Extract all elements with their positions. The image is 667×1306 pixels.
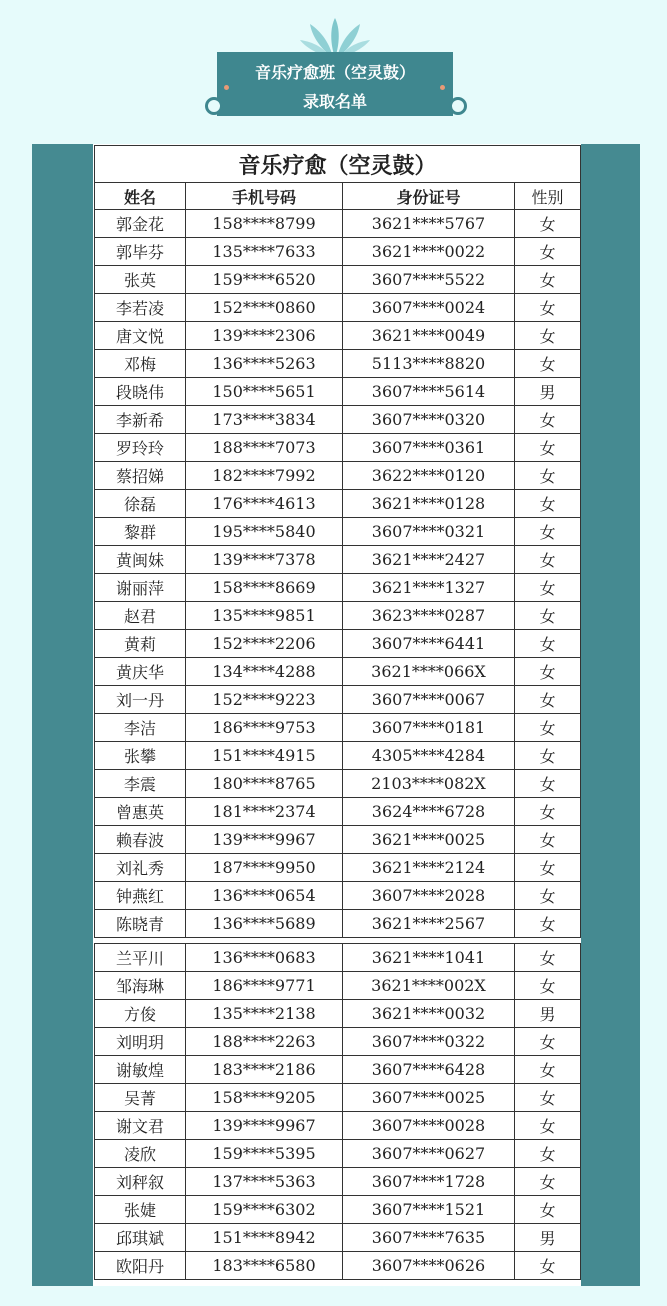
table-row: [95, 350, 581, 378]
cell-id: 3621****0025: [343, 826, 515, 854]
cell-name: 黎群: [95, 518, 186, 546]
cell-id: 3607****0067: [343, 686, 515, 714]
cell-phone: 139****9967: [186, 1112, 343, 1140]
cell-id: 3621****2567: [343, 910, 515, 938]
cell-sex: 女: [515, 1084, 581, 1112]
table-row: [95, 910, 581, 938]
cell-sex: 女: [515, 1056, 581, 1084]
cell-id: 3607****0181: [343, 714, 515, 742]
table-row: [95, 1028, 581, 1056]
cell-sex: 女: [515, 1028, 581, 1056]
cell-phone: 188****2263: [186, 1028, 343, 1056]
table-row: [95, 1056, 581, 1084]
table-row: [95, 630, 581, 658]
cell-id: 3621****5767: [343, 210, 515, 238]
cell-phone: 176****4613: [186, 490, 343, 518]
cell-sex: 女: [515, 350, 581, 378]
table-row: [95, 1112, 581, 1140]
table-row: [95, 972, 581, 1000]
cell-id: 3621****2427: [343, 546, 515, 574]
cell-id: 3607****0028: [343, 1112, 515, 1140]
table-row: [95, 602, 581, 630]
cell-phone: 195****5840: [186, 518, 343, 546]
table-row: [95, 1140, 581, 1168]
cell-sex: 女: [515, 742, 581, 770]
cell-sex: 女: [515, 406, 581, 434]
table-row: [95, 518, 581, 546]
cell-name: 谢敏煌: [95, 1056, 186, 1084]
table-row: [95, 322, 581, 350]
cell-phone: 136****0654: [186, 882, 343, 910]
ring-left-icon: [205, 97, 223, 115]
cell-name: 谢丽萍: [95, 574, 186, 602]
cell-id: 3607****7635: [343, 1224, 515, 1252]
cell-name: 李若凌: [95, 294, 186, 322]
cell-sex: 女: [515, 434, 581, 462]
cell-phone: 139****9967: [186, 826, 343, 854]
table-row: [95, 882, 581, 910]
dot-left-icon: [224, 85, 229, 90]
table-row: [95, 1196, 581, 1224]
cell-id: 3607****6428: [343, 1056, 515, 1084]
cell-id: 5113****8820: [343, 350, 515, 378]
table-row: [95, 1000, 581, 1028]
cell-phone: 136****5263: [186, 350, 343, 378]
cell-name: 欧阳丹: [95, 1252, 186, 1280]
cell-sex: 女: [515, 546, 581, 574]
cell-phone: 158****9205: [186, 1084, 343, 1112]
cell-name: 郭金花: [95, 210, 186, 238]
cell-id: 3607****0320: [343, 406, 515, 434]
cell-name: 李震: [95, 770, 186, 798]
table-row: [95, 574, 581, 602]
cell-name: 凌欣: [95, 1140, 186, 1168]
cell-sex: 女: [515, 1140, 581, 1168]
cell-sex: 女: [515, 944, 581, 972]
cell-name: 兰平川: [95, 944, 186, 972]
cell-sex: 女: [515, 910, 581, 938]
cell-sex: 女: [515, 1168, 581, 1196]
table-row: [95, 490, 581, 518]
cell-phone: 158****8669: [186, 574, 343, 602]
cell-id: 3621****1041: [343, 944, 515, 972]
cell-name: 张攀: [95, 742, 186, 770]
header-sex: 性别: [515, 183, 581, 210]
cell-sex: 女: [515, 322, 581, 350]
cell-name: 刘一丹: [95, 686, 186, 714]
cell-sex: 女: [515, 490, 581, 518]
table-row: [95, 798, 581, 826]
cell-id: 3607****1728: [343, 1168, 515, 1196]
table-row: [95, 406, 581, 434]
cell-sex: 女: [515, 1196, 581, 1224]
dot-right-icon: [440, 85, 445, 90]
cell-phone: 183****2186: [186, 1056, 343, 1084]
cell-name: 刘秤叙: [95, 1168, 186, 1196]
table-row: [95, 546, 581, 574]
cell-id: 3624****6728: [343, 798, 515, 826]
cell-phone: 152****0860: [186, 294, 343, 322]
cell-sex: 女: [515, 854, 581, 882]
cell-name: 钟燕红: [95, 882, 186, 910]
cell-phone: 181****2374: [186, 798, 343, 826]
cell-id: 3607****0627: [343, 1140, 515, 1168]
cell-sex: 女: [515, 972, 581, 1000]
cell-id: 3621****0049: [343, 322, 515, 350]
table-row: [95, 294, 581, 322]
table-row: [95, 266, 581, 294]
table-row: [95, 826, 581, 854]
cell-sex: 女: [515, 630, 581, 658]
cell-sex: 女: [515, 1252, 581, 1280]
cell-id: 3607****5522: [343, 266, 515, 294]
cell-sex: 女: [515, 266, 581, 294]
cell-name: 黄莉: [95, 630, 186, 658]
table-row: [95, 686, 581, 714]
table-row: [95, 742, 581, 770]
cell-phone: 135****9851: [186, 602, 343, 630]
cell-phone: 187****9950: [186, 854, 343, 882]
cell-id: 3621****002X: [343, 972, 515, 1000]
cell-phone: 186****9753: [186, 714, 343, 742]
cell-phone: 137****5363: [186, 1168, 343, 1196]
cell-sex: 女: [515, 798, 581, 826]
cell-id: 3607****0024: [343, 294, 515, 322]
cell-id: 3621****0022: [343, 238, 515, 266]
cell-name: 黄闽妹: [95, 546, 186, 574]
table-row: [95, 714, 581, 742]
ring-right-icon: [449, 97, 467, 115]
cell-id: 3621****2124: [343, 854, 515, 882]
table-row: [95, 238, 581, 266]
cell-phone: 183****6580: [186, 1252, 343, 1280]
cell-phone: 186****9771: [186, 972, 343, 1000]
cell-sex: 女: [515, 770, 581, 798]
cell-phone: 188****7073: [186, 434, 343, 462]
cell-name: 李洁: [95, 714, 186, 742]
cell-name: 赖春波: [95, 826, 186, 854]
cell-phone: 159****6302: [186, 1196, 343, 1224]
cell-sex: 男: [515, 1000, 581, 1028]
cell-id: 3607****0626: [343, 1252, 515, 1280]
cell-phone: 152****2206: [186, 630, 343, 658]
cell-name: 方俊: [95, 1000, 186, 1028]
cell-sex: 女: [515, 294, 581, 322]
table-row: [95, 1252, 581, 1280]
cell-phone: 158****8799: [186, 210, 343, 238]
cell-sex: 男: [515, 378, 581, 406]
cell-id: 3622****0120: [343, 462, 515, 490]
cell-name: 谢文君: [95, 1112, 186, 1140]
cell-sex: 女: [515, 1112, 581, 1140]
cell-id: 3607****6441: [343, 630, 515, 658]
cell-phone: 134****4288: [186, 658, 343, 686]
cell-id: 3607****2028: [343, 882, 515, 910]
table-row: [95, 1084, 581, 1112]
cell-sex: 男: [515, 1224, 581, 1252]
cell-id: 3607****5614: [343, 378, 515, 406]
cell-sex: 女: [515, 658, 581, 686]
cell-sex: 女: [515, 714, 581, 742]
cell-phone: 135****2138: [186, 1000, 343, 1028]
cell-id: 3623****0287: [343, 602, 515, 630]
cell-id: 2103****082X: [343, 770, 515, 798]
cell-sex: 女: [515, 826, 581, 854]
cell-phone: 182****7992: [186, 462, 343, 490]
cell-name: 张英: [95, 266, 186, 294]
cell-id: 3607****1521: [343, 1196, 515, 1224]
cell-id: 3621****0128: [343, 490, 515, 518]
cell-phone: 159****6520: [186, 266, 343, 294]
cell-name: 唐文悦: [95, 322, 186, 350]
admission-table-continued: [94, 943, 581, 1280]
cell-name: 赵君: [95, 602, 186, 630]
cell-phone: 139****7378: [186, 546, 343, 574]
cell-phone: 150****5651: [186, 378, 343, 406]
cell-name: 罗玲玲: [95, 434, 186, 462]
cell-name: 段晓伟: [95, 378, 186, 406]
cell-sex: 女: [515, 210, 581, 238]
cell-sex: 女: [515, 602, 581, 630]
cell-id: 3607****0321: [343, 518, 515, 546]
header-id: 身份证号: [343, 183, 515, 210]
table-row: [95, 854, 581, 882]
table-row: [95, 210, 581, 238]
table-row: [95, 1168, 581, 1196]
cell-phone: 135****7633: [186, 238, 343, 266]
cell-name: 邹海琳: [95, 972, 186, 1000]
cell-id: 3607****0025: [343, 1084, 515, 1112]
cell-sex: 女: [515, 238, 581, 266]
cell-phone: 136****0683: [186, 944, 343, 972]
cell-phone: 152****9223: [186, 686, 343, 714]
banner-subtitle: 录取名单: [302, 92, 367, 111]
cell-name: 徐磊: [95, 490, 186, 518]
cell-sex: 女: [515, 686, 581, 714]
cell-id: 3607****0322: [343, 1028, 515, 1056]
table-row: [95, 658, 581, 686]
cell-name: 邓梅: [95, 350, 186, 378]
table-row: [95, 770, 581, 798]
cell-sex: 女: [515, 882, 581, 910]
admission-table: [94, 145, 581, 938]
table-row: [95, 378, 581, 406]
header-banner: [217, 52, 453, 116]
table-row: [95, 1224, 581, 1252]
cell-phone: 173****3834: [186, 406, 343, 434]
cell-phone: 180****8765: [186, 770, 343, 798]
cell-sex: 女: [515, 574, 581, 602]
cell-id: 3621****066X: [343, 658, 515, 686]
cell-phone: 151****4915: [186, 742, 343, 770]
cell-name: 郭毕芬: [95, 238, 186, 266]
cell-name: 吴菁: [95, 1084, 186, 1112]
cell-name: 刘礼秀: [95, 854, 186, 882]
cell-name: 曾惠英: [95, 798, 186, 826]
cell-phone: 151****8942: [186, 1224, 343, 1252]
cell-phone: 136****5689: [186, 910, 343, 938]
cell-name: 邱琪斌: [95, 1224, 186, 1252]
header-phone: 手机号码: [186, 183, 343, 210]
cell-name: 黄庆华: [95, 658, 186, 686]
header-name: 姓名: [95, 183, 186, 210]
cell-name: 刘明玥: [95, 1028, 186, 1056]
cell-name: 李新希: [95, 406, 186, 434]
table-row: [95, 944, 581, 972]
cell-name: 蔡招娣: [95, 462, 186, 490]
cell-id: 4305****4284: [343, 742, 515, 770]
cell-name: 陈晓青: [95, 910, 186, 938]
cell-sex: 女: [515, 462, 581, 490]
table-row: [95, 462, 581, 490]
cell-id: 3621****1327: [343, 574, 515, 602]
cell-sex: 女: [515, 518, 581, 546]
table-row: [95, 434, 581, 462]
cell-id: 3621****0032: [343, 1000, 515, 1028]
cell-phone: 159****5395: [186, 1140, 343, 1168]
banner-title: 音乐疗愈班（空灵鼓）: [254, 63, 415, 82]
table-title: 音乐疗愈（空灵鼓）: [95, 146, 581, 183]
cell-phone: 139****2306: [186, 322, 343, 350]
cell-name: 张婕: [95, 1196, 186, 1224]
cell-id: 3607****0361: [343, 434, 515, 462]
